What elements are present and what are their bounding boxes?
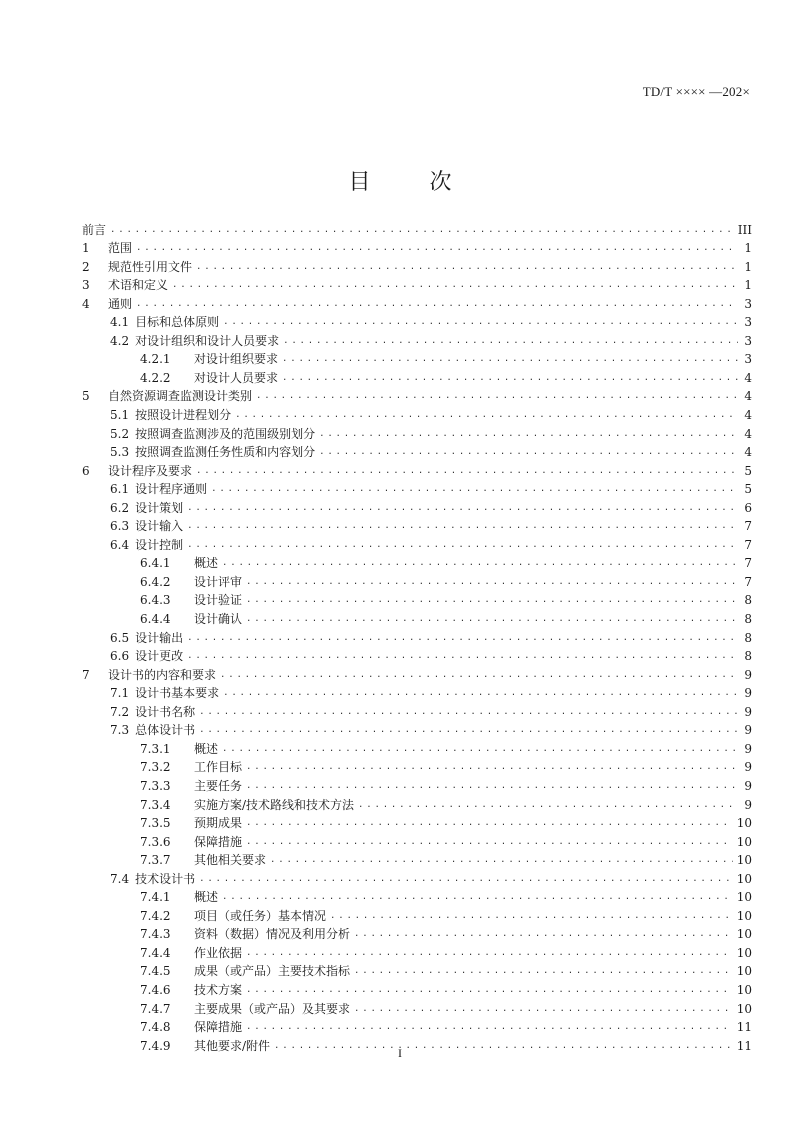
dot-leader bbox=[246, 983, 733, 997]
toc-entry-title: 设计验证 bbox=[194, 593, 243, 608]
toc-entry-title: 设计确认 bbox=[194, 612, 243, 627]
toc-entry-title: 概述 bbox=[194, 890, 219, 905]
toc-entry-title: 对设计人员要求 bbox=[194, 370, 279, 385]
toc-entry-number: 6.2 bbox=[110, 500, 130, 515]
toc-entry-number: 4.2.1 bbox=[140, 352, 171, 367]
toc-entry-title: 主要任务 bbox=[194, 778, 243, 793]
dot-leader bbox=[246, 946, 733, 960]
toc-entry[interactable] bbox=[82, 218, 752, 237]
dot-leader bbox=[136, 241, 738, 255]
toc-entry[interactable] bbox=[82, 348, 752, 367]
toc-entry-number: 6.4.4 bbox=[140, 612, 171, 627]
toc-entry-title: 对设计组织和设计人员要求 bbox=[135, 333, 280, 348]
toc-entry[interactable] bbox=[82, 812, 752, 831]
toc-entry-page: 7 bbox=[744, 519, 752, 534]
toc-entry-number: 7.1 bbox=[110, 686, 130, 701]
dot-leader bbox=[270, 853, 733, 867]
toc-entry[interactable] bbox=[82, 441, 752, 460]
toc-entry[interactable] bbox=[82, 311, 752, 330]
toc-entry[interactable] bbox=[82, 886, 752, 905]
toc-entry-page: 3 bbox=[744, 315, 752, 330]
toc-entry-title: 设计策划 bbox=[135, 500, 184, 515]
toc-entry[interactable] bbox=[82, 385, 752, 404]
toc-entry-number: 6.1 bbox=[110, 482, 130, 497]
toc-entry-page: 8 bbox=[744, 593, 752, 608]
dot-leader bbox=[136, 297, 738, 311]
toc-entry-title: 实施方案/技术路线和技术方法 bbox=[194, 797, 355, 812]
dot-leader bbox=[220, 668, 738, 682]
toc-entry[interactable] bbox=[82, 496, 752, 515]
dot-leader bbox=[282, 371, 738, 385]
toc-entry-page: 7 bbox=[744, 574, 752, 589]
dot-leader bbox=[187, 631, 738, 645]
toc-entry-number: 7.4.5 bbox=[140, 964, 171, 979]
toc-entry-number: 7.3.5 bbox=[140, 816, 171, 831]
toc-entry[interactable] bbox=[82, 941, 752, 960]
toc-entry-number: 5.3 bbox=[110, 445, 130, 460]
toc-entry-page: 9 bbox=[744, 797, 752, 812]
dot-leader bbox=[211, 482, 738, 496]
toc-entry[interactable] bbox=[82, 682, 752, 701]
toc-entry-title: 规范性引用文件 bbox=[108, 259, 193, 274]
dot-leader bbox=[223, 686, 738, 700]
toc-entry-page: 7 bbox=[744, 556, 752, 571]
toc-entry-number: 7.3.7 bbox=[140, 853, 171, 868]
toc-entry-page: 4 bbox=[744, 370, 752, 385]
toc-entry-page: 4 bbox=[744, 408, 752, 423]
toc-entry[interactable] bbox=[82, 997, 752, 1016]
dot-leader bbox=[283, 334, 738, 348]
toc-entry-page: 6 bbox=[744, 500, 752, 515]
toc-entry[interactable] bbox=[82, 403, 752, 422]
toc-entry-page: 9 bbox=[744, 704, 752, 719]
dot-leader bbox=[246, 816, 733, 830]
toc-entry-page: 9 bbox=[744, 741, 752, 756]
toc-entry-number: 7.4.6 bbox=[140, 982, 171, 997]
toc-entry-page: 10 bbox=[736, 834, 752, 849]
dot-leader bbox=[187, 649, 738, 663]
toc-entry[interactable] bbox=[82, 737, 752, 756]
toc-entry[interactable] bbox=[82, 978, 752, 997]
toc-entry[interactable] bbox=[82, 830, 752, 849]
dot-leader bbox=[354, 1002, 733, 1016]
toc-entry-number: 7.4.7 bbox=[140, 1001, 171, 1016]
toc-entry[interactable] bbox=[82, 793, 752, 812]
toc-entry-number: 7.2 bbox=[110, 704, 130, 719]
dot-leader bbox=[199, 723, 738, 737]
toc-entry-page: 10 bbox=[736, 945, 752, 960]
toc-entry-title: 范围 bbox=[108, 241, 133, 256]
toc-entry-number: 7.4.8 bbox=[140, 1020, 171, 1035]
dot-leader bbox=[187, 501, 738, 515]
toc-entry[interactable] bbox=[82, 719, 752, 738]
toc-entry-page: 1 bbox=[744, 259, 752, 274]
toc-entry-page: 5 bbox=[744, 482, 752, 497]
dot-leader bbox=[246, 575, 738, 589]
toc-entry[interactable] bbox=[82, 292, 752, 311]
toc-entry[interactable] bbox=[82, 774, 752, 793]
toc-entry[interactable] bbox=[82, 459, 752, 478]
toc-entry-page: 10 bbox=[736, 927, 752, 942]
toc-entry-page: 8 bbox=[744, 612, 752, 627]
dot-leader bbox=[358, 798, 738, 812]
toc-entry-number: 5.1 bbox=[110, 408, 130, 423]
toc-entry[interactable] bbox=[82, 255, 752, 274]
dot-leader bbox=[246, 760, 738, 774]
toc-entry[interactable] bbox=[82, 645, 752, 664]
toc-entry-number: 7.4.2 bbox=[140, 908, 171, 923]
toc-entry[interactable] bbox=[82, 366, 752, 385]
toc-entry-number: 6.6 bbox=[110, 649, 130, 664]
toc-entry-title: 按照调查监测任务性质和内容划分 bbox=[135, 445, 316, 460]
table-of-contents bbox=[82, 218, 752, 1053]
dot-leader bbox=[246, 1020, 733, 1034]
toc-entry[interactable] bbox=[82, 626, 752, 645]
toc-entry-page: 7 bbox=[744, 537, 752, 552]
toc-entry[interactable] bbox=[82, 607, 752, 626]
dot-leader bbox=[246, 779, 738, 793]
toc-entry-title: 设计评审 bbox=[194, 574, 243, 589]
toc-entry[interactable] bbox=[82, 663, 752, 682]
toc-entry[interactable] bbox=[82, 923, 752, 942]
dot-leader bbox=[246, 593, 738, 607]
toc-entry-number: 4.1 bbox=[110, 315, 130, 330]
toc-entry-number: 7.4 bbox=[110, 871, 130, 886]
toc-entry-title: 设计程序及要求 bbox=[108, 463, 193, 478]
toc-entry-page: 10 bbox=[736, 982, 752, 997]
toc-entry[interactable] bbox=[82, 478, 752, 497]
toc-entry-number: 7.4.3 bbox=[140, 927, 171, 942]
toc-entry-page: 5 bbox=[744, 463, 752, 478]
toc-entry-title: 按照设计进程划分 bbox=[135, 408, 232, 423]
dot-leader bbox=[196, 464, 738, 478]
toc-entry-title: 对设计组织要求 bbox=[194, 352, 279, 367]
toc-entry[interactable] bbox=[82, 904, 752, 923]
toc-entry-number: 7.4.1 bbox=[140, 890, 171, 905]
toc-entry-number: 7.3.3 bbox=[140, 778, 171, 793]
toc-entry-title: 概述 bbox=[194, 741, 219, 756]
dot-leader bbox=[354, 964, 733, 978]
toc-entry-number: 5 bbox=[82, 389, 90, 404]
toc-entry[interactable] bbox=[82, 960, 752, 979]
toc-entry-page: 9 bbox=[744, 686, 752, 701]
dot-leader bbox=[319, 445, 738, 459]
toc-entry[interactable] bbox=[82, 756, 752, 775]
toc-entry-title: 概述 bbox=[194, 556, 219, 571]
toc-entry[interactable] bbox=[82, 533, 752, 552]
dot-leader bbox=[110, 223, 734, 237]
toc-entry-page: 9 bbox=[744, 667, 752, 682]
toc-entry-number: 6.4 bbox=[110, 537, 130, 552]
toc-entry-number: 2 bbox=[82, 259, 90, 274]
toc-entry-title: 资料（数据）情况及利用分析 bbox=[194, 927, 351, 942]
toc-entry-number: 1 bbox=[82, 241, 90, 256]
toc-entry-number: 4 bbox=[82, 296, 90, 311]
toc-entry-title: 作业依据 bbox=[194, 945, 243, 960]
toc-entry-title: 设计书基本要求 bbox=[135, 686, 220, 701]
toc-entry[interactable] bbox=[82, 700, 752, 719]
toc-entry-number: 7.4.9 bbox=[140, 1038, 171, 1053]
dot-leader bbox=[330, 909, 733, 923]
toc-entry-number: 6.4.2 bbox=[140, 574, 171, 589]
toc-entry-number: 6.4.3 bbox=[140, 593, 171, 608]
toc-entry-title: 设计程序通则 bbox=[135, 482, 208, 497]
toc-entry-page: 1 bbox=[744, 278, 752, 293]
toc-entry-page: 10 bbox=[736, 890, 752, 905]
toc-entry-number: 7.4.4 bbox=[140, 945, 171, 960]
document-code: TD/T ×××× —202× bbox=[642, 84, 750, 99]
toc-entry-page: 3 bbox=[744, 296, 752, 311]
dot-leader bbox=[187, 538, 738, 552]
toc-entry-title: 按照调查监测涉及的范围级别划分 bbox=[135, 426, 316, 441]
toc-entry-title: 其他要求/附件 bbox=[194, 1038, 271, 1053]
dot-leader bbox=[354, 927, 733, 941]
page-title: 目 次 bbox=[348, 169, 478, 195]
dot-leader bbox=[256, 389, 738, 403]
toc-entry[interactable] bbox=[82, 849, 752, 868]
toc-entry[interactable] bbox=[82, 237, 752, 256]
dot-leader bbox=[196, 260, 738, 274]
toc-entry-title: 设计输出 bbox=[135, 630, 184, 645]
dot-leader bbox=[282, 352, 738, 366]
toc-entry-title: 总体设计书 bbox=[135, 723, 196, 738]
toc-entry-page: 1 bbox=[744, 241, 752, 256]
dot-leader bbox=[199, 705, 738, 719]
toc-entry[interactable] bbox=[82, 867, 752, 886]
toc-entry-number: 6.3 bbox=[110, 519, 130, 534]
toc-entry-title: 主要成果（或产品）及其要求 bbox=[194, 1001, 351, 1016]
toc-entry-title: 术语和定义 bbox=[108, 278, 169, 293]
toc-entry-page: 11 bbox=[736, 1038, 752, 1053]
toc-entry[interactable] bbox=[82, 329, 752, 348]
toc-entry-page: 10 bbox=[736, 871, 752, 886]
toc-entry-page: 9 bbox=[744, 760, 752, 775]
toc-entry-page: 4 bbox=[744, 389, 752, 404]
toc-entry-title: 技术设计书 bbox=[135, 871, 196, 886]
toc-entry-title: 保障措施 bbox=[194, 834, 243, 849]
toc-entry[interactable] bbox=[82, 1016, 752, 1035]
toc-entry-title: 设计更改 bbox=[135, 649, 184, 664]
toc-entry-page: 9 bbox=[744, 778, 752, 793]
toc-entry-number: 6.4.1 bbox=[140, 556, 171, 571]
toc-entry-title: 前言 bbox=[82, 222, 107, 237]
dot-leader bbox=[223, 315, 738, 329]
dot-leader bbox=[199, 872, 733, 886]
toc-entry-title: 保障措施 bbox=[194, 1020, 243, 1035]
toc-entry-title: 设计控制 bbox=[135, 537, 184, 552]
toc-entry-page: 10 bbox=[736, 853, 752, 868]
toc-entry-title: 技术方案 bbox=[194, 982, 243, 997]
dot-leader bbox=[172, 278, 738, 292]
toc-entry-title: 其他相关要求 bbox=[194, 853, 267, 868]
toc-entry[interactable] bbox=[82, 589, 752, 608]
toc-entry-number: 4.2 bbox=[110, 333, 130, 348]
toc-entry-number: 7.3.1 bbox=[140, 741, 171, 756]
page-number: I bbox=[398, 1046, 402, 1060]
toc-entry-number: 3 bbox=[82, 278, 90, 293]
toc-entry-title: 自然资源调查监测设计类别 bbox=[108, 389, 253, 404]
toc-entry[interactable] bbox=[82, 422, 752, 441]
dot-leader bbox=[246, 612, 738, 626]
toc-entry-title: 工作目标 bbox=[194, 760, 243, 775]
toc-entry-page: 10 bbox=[736, 816, 752, 831]
toc-entry-title: 目标和总体原则 bbox=[135, 315, 220, 330]
toc-entry[interactable] bbox=[82, 570, 752, 589]
toc-entry-page: 3 bbox=[744, 333, 752, 348]
toc-entry-number: 6.5 bbox=[110, 630, 130, 645]
toc-entry-number: 6 bbox=[82, 463, 90, 478]
toc-entry-number: 4.2.2 bbox=[140, 370, 171, 385]
toc-entry-title: 通则 bbox=[108, 296, 133, 311]
toc-entry-title: 成果（或产品）主要技术指标 bbox=[194, 964, 351, 979]
toc-entry-title: 设计书的内容和要求 bbox=[108, 667, 217, 682]
toc-entry-title: 设计输入 bbox=[135, 519, 184, 534]
toc-entry-number: 7.3.4 bbox=[140, 797, 171, 812]
toc-entry-page: 10 bbox=[736, 1001, 752, 1016]
toc-entry-page: 10 bbox=[736, 908, 752, 923]
dot-leader bbox=[246, 835, 733, 849]
dot-leader bbox=[187, 519, 738, 533]
dot-leader bbox=[235, 408, 738, 422]
toc-entry-page: 10 bbox=[736, 964, 752, 979]
toc-entry-page: 4 bbox=[744, 426, 752, 441]
toc-entry-title: 设计书名称 bbox=[135, 704, 196, 719]
toc-entry-page: 8 bbox=[744, 630, 752, 645]
dot-leader bbox=[222, 890, 733, 904]
toc-entry-number: 7.3.2 bbox=[140, 760, 171, 775]
toc-entry-page: 3 bbox=[744, 352, 752, 367]
toc-entry-number: 7.3.6 bbox=[140, 834, 171, 849]
toc-entry-number: 5.2 bbox=[110, 426, 130, 441]
toc-entry-title: 项目（或任务）基本情况 bbox=[194, 908, 327, 923]
dot-leader bbox=[222, 556, 738, 570]
dot-leader bbox=[319, 427, 738, 441]
toc-entry-page: 4 bbox=[744, 445, 752, 460]
dot-leader bbox=[222, 742, 738, 756]
toc-entry-page: 8 bbox=[744, 649, 752, 664]
toc-entry-number: 7.3 bbox=[110, 723, 130, 738]
toc-entry-page: 11 bbox=[736, 1020, 752, 1035]
toc-entry-page: 9 bbox=[744, 723, 752, 738]
toc-entry-number: 7 bbox=[82, 667, 90, 682]
toc-entry[interactable] bbox=[82, 515, 752, 534]
toc-entry[interactable] bbox=[82, 274, 752, 293]
toc-entry[interactable] bbox=[82, 552, 752, 571]
toc-entry-title: 预期成果 bbox=[194, 816, 243, 831]
toc-entry-page: III bbox=[737, 222, 752, 237]
